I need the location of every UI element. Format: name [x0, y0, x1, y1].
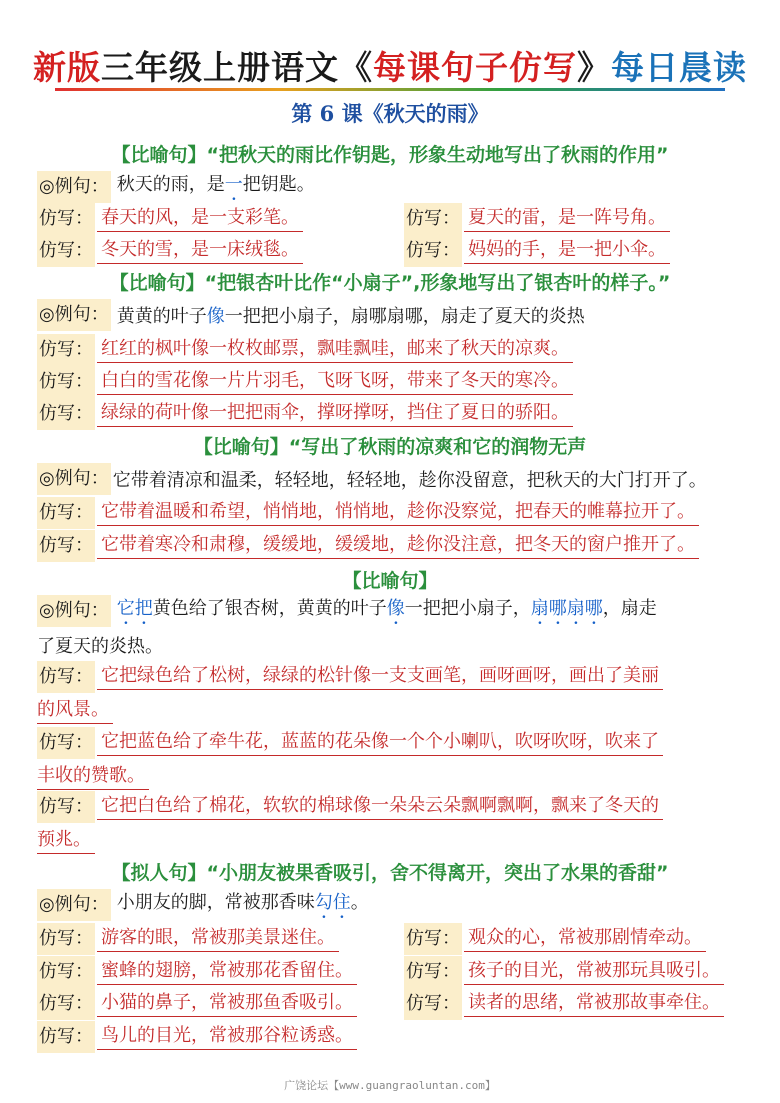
section-heading-2: 【比喻句】“把银杏叶比作“小扇子”,形象地写出了银杏叶的样子。” — [109, 272, 671, 294]
example-label: ◎例句： — [37, 299, 111, 331]
imitation-sentence: 红红的枫叶像一枚枚邮票，飘哇飘哇，邮来了秋天的凉爽。 — [97, 337, 573, 363]
imitation-sentence: 冬天的雪，是一床绒毯。 — [97, 238, 303, 264]
example-sentence: 秋天的雨，是一把钥匙。 — [116, 173, 315, 195]
imitation-row — [37, 366, 573, 398]
imitate-label: 仿写： — [37, 334, 95, 366]
example-sentence: 它把黄色给了银杏树，黄黄的叶子像一把把小扇子，扇哪扇哪，扇走 — [116, 597, 657, 619]
imitate-label: 仿写： — [37, 366, 95, 398]
imitation-row — [404, 203, 670, 235]
imitation-row — [37, 203, 303, 235]
imitation-row — [37, 235, 303, 267]
imitation-row — [37, 398, 573, 430]
imitate-label: 仿写： — [404, 235, 462, 267]
imitate-label: 仿写： — [37, 791, 95, 823]
imitation-sentence: 它带着寒冷和肃穆，缓缓地，缓缓地，趁你没注意，把冬天的窗户推开了。 — [97, 533, 699, 559]
example-label: ◎例句： — [37, 595, 111, 627]
imitation-sentence: 春天的风，是一支彩笔。 — [97, 206, 303, 232]
highlight-word: 一 — [224, 173, 243, 195]
imitation-sentence: 白白的雪花像一片片羽毛，飞呀飞呀，带来了冬天的寒冷。 — [97, 369, 573, 395]
example-row-5 — [37, 889, 369, 921]
example-row-1 — [37, 171, 315, 203]
title-new-edition: 新版 — [33, 48, 101, 87]
imitation-row — [37, 956, 357, 988]
imitation-sentence-cont: 预兆。 — [37, 828, 95, 854]
example-label: ◎例句： — [37, 889, 111, 921]
section-heading-5: 【拟人句】“小朋友被果香吸引，舍不得离开，突出了水果的香甜” — [111, 862, 669, 884]
main-title — [0, 42, 780, 89]
title-sentence-imitation: 每课句子仿写 — [373, 48, 577, 87]
imitation-row — [37, 334, 573, 366]
example-row-3 — [37, 463, 707, 495]
imitation-sentence: 小猫的鼻子，常被那鱼香吸引。 — [97, 991, 357, 1017]
imitation-sentence: 绿绿的荷叶像一把把雨伞，撑呀撑呀，挡住了夏日的骄阳。 — [97, 401, 573, 427]
imitate-label: 仿写： — [37, 956, 95, 988]
title-divider — [55, 88, 725, 91]
imitation-row — [37, 497, 699, 529]
example-label: ◎例句： — [37, 463, 111, 495]
imitation-row — [404, 923, 706, 955]
imitation-sentence: 鸟儿的目光，常被那谷粒诱惑。 — [97, 1024, 357, 1050]
imitation-sentence-cont: 的风景。 — [37, 698, 113, 724]
imitate-label: 仿写： — [404, 988, 462, 1020]
imitation-sentence: 它把绿色给了松树，绿绿的松针像一支支画笔，画呀画呀，画出了美丽 — [97, 664, 663, 690]
imitation-sentence: 游客的眼，常被那美景迷住。 — [97, 926, 339, 952]
imitate-label: 仿写： — [37, 235, 95, 267]
imitate-label: 仿写： — [37, 530, 95, 562]
footer-watermark: 广饶论坛【www.guangraoluntan.com】 — [284, 1079, 496, 1092]
imitation-sentence: 它把蓝色给了牵牛花，蓝蓝的花朵像一个个小喇叭，吹呀吹呀，吹来了 — [97, 730, 663, 756]
imitation-row — [404, 956, 724, 988]
example-sentence: 它带着清凉和温柔，轻轻地，轻轻地，趁你没留意，把秋天的大门打开了。 — [112, 470, 707, 491]
section-heading-4: 【比喻句】 — [342, 570, 438, 592]
imitation-sentence: 妈妈的手，是一把小伞。 — [464, 238, 670, 264]
imitate-label: 仿写： — [404, 923, 462, 955]
highlight-word: 像 — [206, 306, 225, 327]
imitation-row — [404, 235, 670, 267]
imitate-label: 仿写： — [37, 1021, 95, 1053]
imitation-sentence: 孩子的目光，常被那玩具吸引。 — [464, 959, 724, 985]
imitation-row — [404, 988, 724, 1020]
imitate-label: 仿写： — [37, 398, 95, 430]
imitation-row — [37, 988, 357, 1020]
imitate-label: 仿写： — [37, 203, 95, 235]
imitate-label: 仿写： — [37, 727, 95, 759]
imitation-row — [37, 923, 339, 955]
imitate-label: 仿写： — [404, 956, 462, 988]
example-sentence: 小朋友的脚，常被那香味勾住。 — [116, 891, 369, 913]
example-block-4 — [37, 594, 747, 662]
imitation-sentence: 它带着温暖和希望，悄悄地，悄悄地，趁你没察觉，把春天的帷幕拉开了。 — [97, 500, 699, 526]
title-grade-subject: 三年级上册语文《 — [101, 48, 373, 87]
highlight-word: 勾住 — [314, 891, 351, 913]
imitation-sentence-cont: 丰收的赞歌。 — [37, 764, 149, 790]
imitate-label: 仿写： — [37, 988, 95, 1020]
imitate-label: 仿写： — [37, 661, 95, 693]
title-morning-reading: 每日晨读 — [611, 48, 747, 87]
imitation-sentence: 它把白色给了棉花，软软的棉球像一朵朵云朵飘啊飘啊，飘来了冬天的 — [97, 794, 663, 820]
imitation-block — [37, 790, 747, 858]
imitate-label: 仿写： — [37, 497, 95, 529]
imitation-block — [37, 726, 747, 794]
example-sentence: 黄黄的叶子像一把把小扇子，扇哪扇哪，扇走了夏天的炎热 — [116, 306, 585, 327]
imitation-sentence: 观众的心，常被那剧情牵动。 — [464, 926, 706, 952]
imitation-sentence: 夏天的雷，是一阵号角。 — [464, 206, 670, 232]
imitation-row — [37, 530, 699, 562]
imitation-row — [37, 1021, 357, 1053]
title-bracket-close: 》 — [577, 48, 611, 87]
section-heading-3: 【比喻句】“写出了秋雨的凉爽和它的润物无声 — [193, 436, 587, 458]
imitation-block — [37, 660, 747, 728]
section-heading-1: 【比喻句】“把秋天的雨比作钥匙，形象生动地写出了秋雨的作用” — [111, 144, 669, 166]
example-sentence-cont: 了夏天的炎热。 — [37, 636, 163, 657]
imitation-sentence: 蜜蜂的翅膀，常被那花香留住。 — [97, 959, 357, 985]
imitate-label: 仿写： — [37, 923, 95, 955]
imitation-sentence: 读者的思绪，常被那故事牵住。 — [464, 991, 724, 1017]
example-label: ◎例句： — [37, 171, 111, 203]
lesson-subtitle: 第 6 课《秋天的雨》 — [291, 101, 489, 126]
example-row-2 — [37, 299, 585, 331]
imitate-label: 仿写： — [404, 203, 462, 235]
